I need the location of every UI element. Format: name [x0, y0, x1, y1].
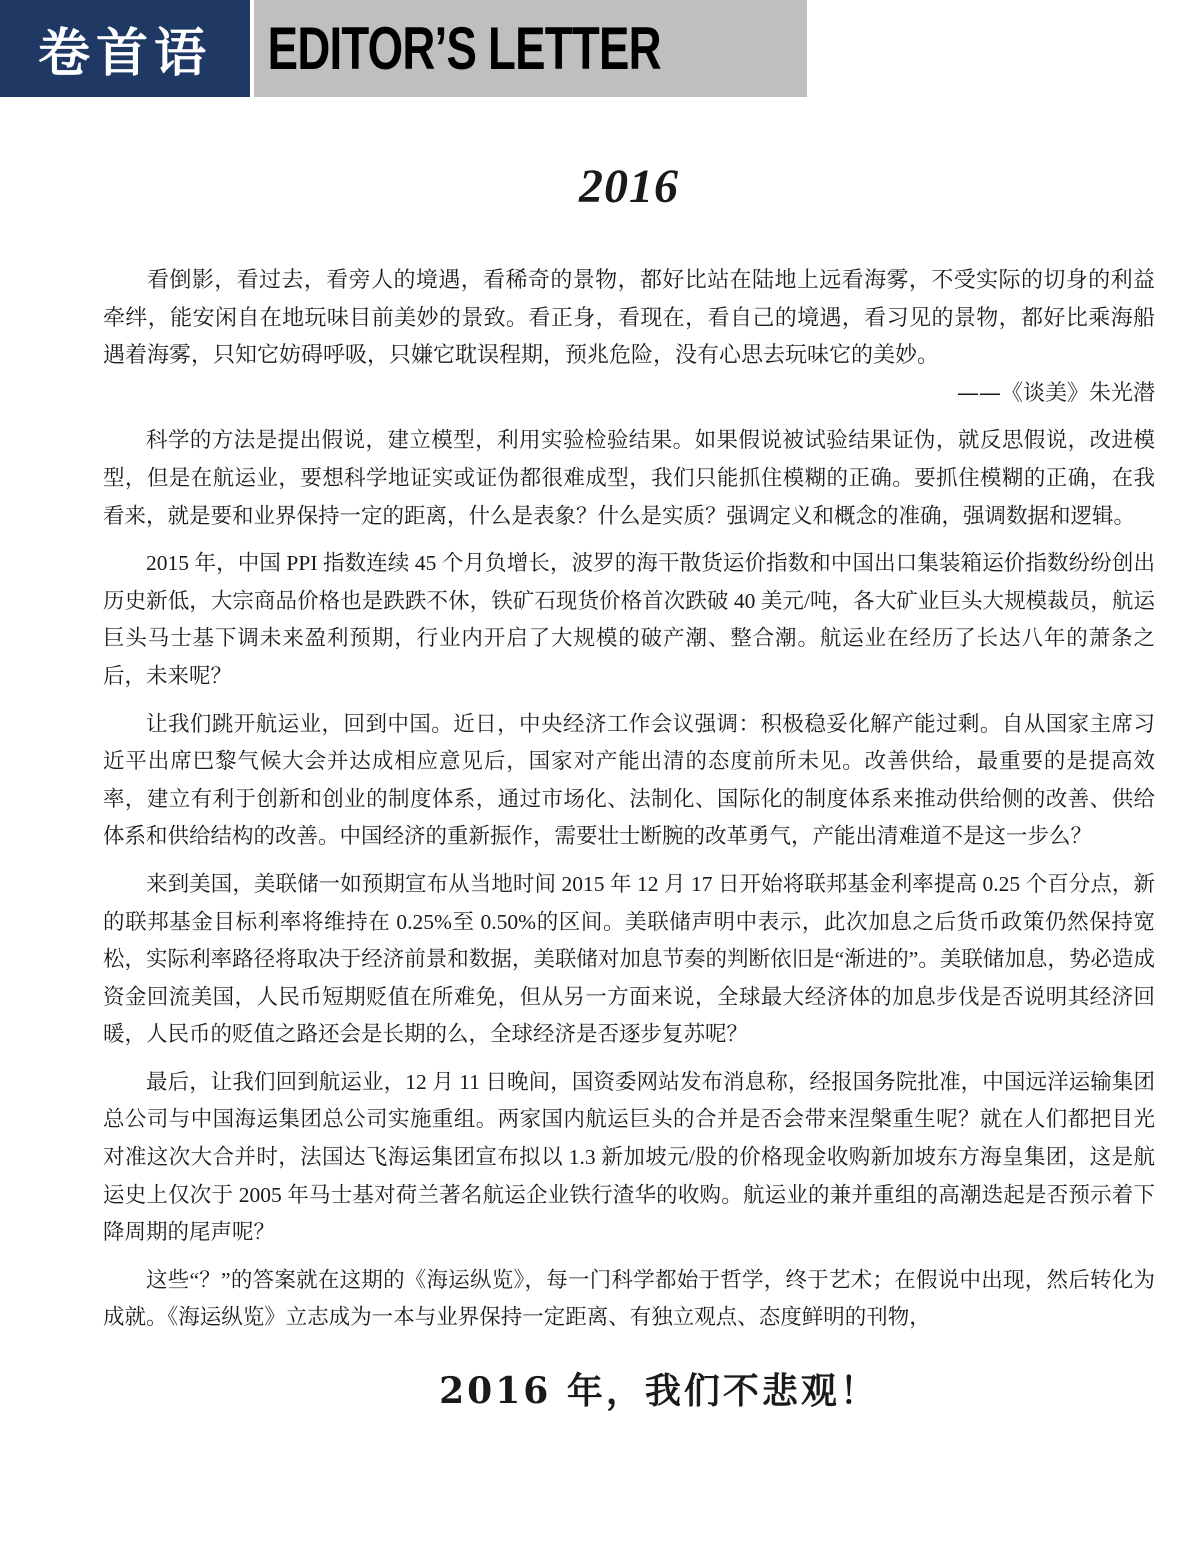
header-banner	[0, 0, 1200, 97]
letter-content	[0, 159, 1200, 1414]
quote-text: 看倒影，看过去，看旁人的境遇，看稀奇的景物，都好比站在陆地上远看海雾，不受实际的切身的利益牵绊，能安闲自在地玩味目前美妙的景致。看正身，看现在，看自己的境遇，看习见的景物，都好比乘海船遇着海雾，只知它妨碍呼吸，只嫌它耽误程期，预兆危险，没有心思去玩味它的美妙。	[103, 268, 1155, 369]
opening-quote	[103, 262, 1155, 412]
body-paragraph: 最后，让我们回到航运业，12 月 11 日晚间，国资委网站发布消息称，经报国务院批准，中国远洋运输集团总公司与中国海运集团总公司实施重组。两家国内航运巨头的合并是否会带来涅槃重生呢？就在人们都把目光对准这次大合并时，法国达飞海运集团宣布拟以 1.3 新加坡元/股的价格现金收购新加坡东方海皇集团，这是航运史上仅次于 2005 年马士基对荷兰著名航运企业铁行渣华的收购。航运业的兼并重组的高潮迭起是否预示着下降周期的尾声呢？	[103, 1069, 1155, 1245]
section-badge-chinese: 卷首语	[0, 0, 250, 97]
body-paragraph: 让我们跳开航运业，回到中国。近日，中央经济工作会议强调：积极稳妥化解产能过剩。自从国家主席习近平出席巴黎气候大会并达成相应意见后，国家对产能出清的态度前所未见。改善供给，最重要的是提高效率，建立有利于创新和创业的制度体系，通过市场化、法制化、国际化的制度体系来推动供给侧的改善、供给体系和供给结构的改善。中国经济的重新振作，需要壮士断腕的改革勇气，产能出清难道不是这一步么？	[103, 711, 1155, 849]
body-paragraph: 这些“？”的答案就在这期的《海运纵览》，每一门科学都始于哲学，终于艺术；在假说中出现，然后转化为成就。《海运纵览》立志成为一本与业界保持一定距离、有独立观点、态度鲜明的刊物，	[103, 1267, 1155, 1330]
section-banner-english	[254, 0, 807, 97]
body-paragraph: 2015 年，中国 PPI 指数连续 45 个月负增长，波罗的海干散货运价指数和中国出口集装箱运价指数纷纷创出历史新低，大宗商品价格也是跌跌不休，铁矿石现货价格首次跌破 40 美元/吨，各大矿业巨头大规模裁员，航运巨头马士基下调未来盈利预期，行业内开启了大规模的破产潮、整合潮。航运业在经历了长达八年的萧条之后，未来呢？	[103, 551, 1155, 688]
page-title: 2016	[579, 160, 679, 213]
body-paragraph: 来到美国，美联储一如预期宣布从当地时间 2015 年 12 月 17 日开始将联邦基金利率提高 0.25 个百分点，新的联邦基金目标利率将维持在 0.25%至 0.50%的区间。美联储声明中表示，此次加息之后货币政策仍然保持宽松，实际利率路径将取决于经济前景和数据，美联储对加息节奏的判断依旧是“渐进的”。美联储加息，势必造成资金回流美国，人民币短期贬值在所难免，但从另一方面来说，全球最大经济体的加息步伐是否说明其经济回暖，人民币的贬值之路还会是长期的么，全球经济是否逐步复苏呢？	[103, 871, 1155, 1047]
section-banner-english-label: EDITOR’S LETTER	[267, 15, 661, 82]
body-paragraph: 科学的方法是提出假说，建立模型，利用实验检验结果。如果假说被试验结果证伪，就反思假说，改进模型，但是在航运业，要想科学地证实或证伪都很难成型，我们只能抓住模糊的正确。要抓住模糊的正确，在我看来，就是要和业界保持一定的距离，什么是表象？什么是实质？强调定义和概念的准确，强调数据和逻辑。	[103, 428, 1155, 528]
quote-attribution: ——《谈美》朱光潜	[956, 380, 1155, 406]
closing-tagline: 2016 年，我们不悲观！	[439, 1370, 879, 1413]
